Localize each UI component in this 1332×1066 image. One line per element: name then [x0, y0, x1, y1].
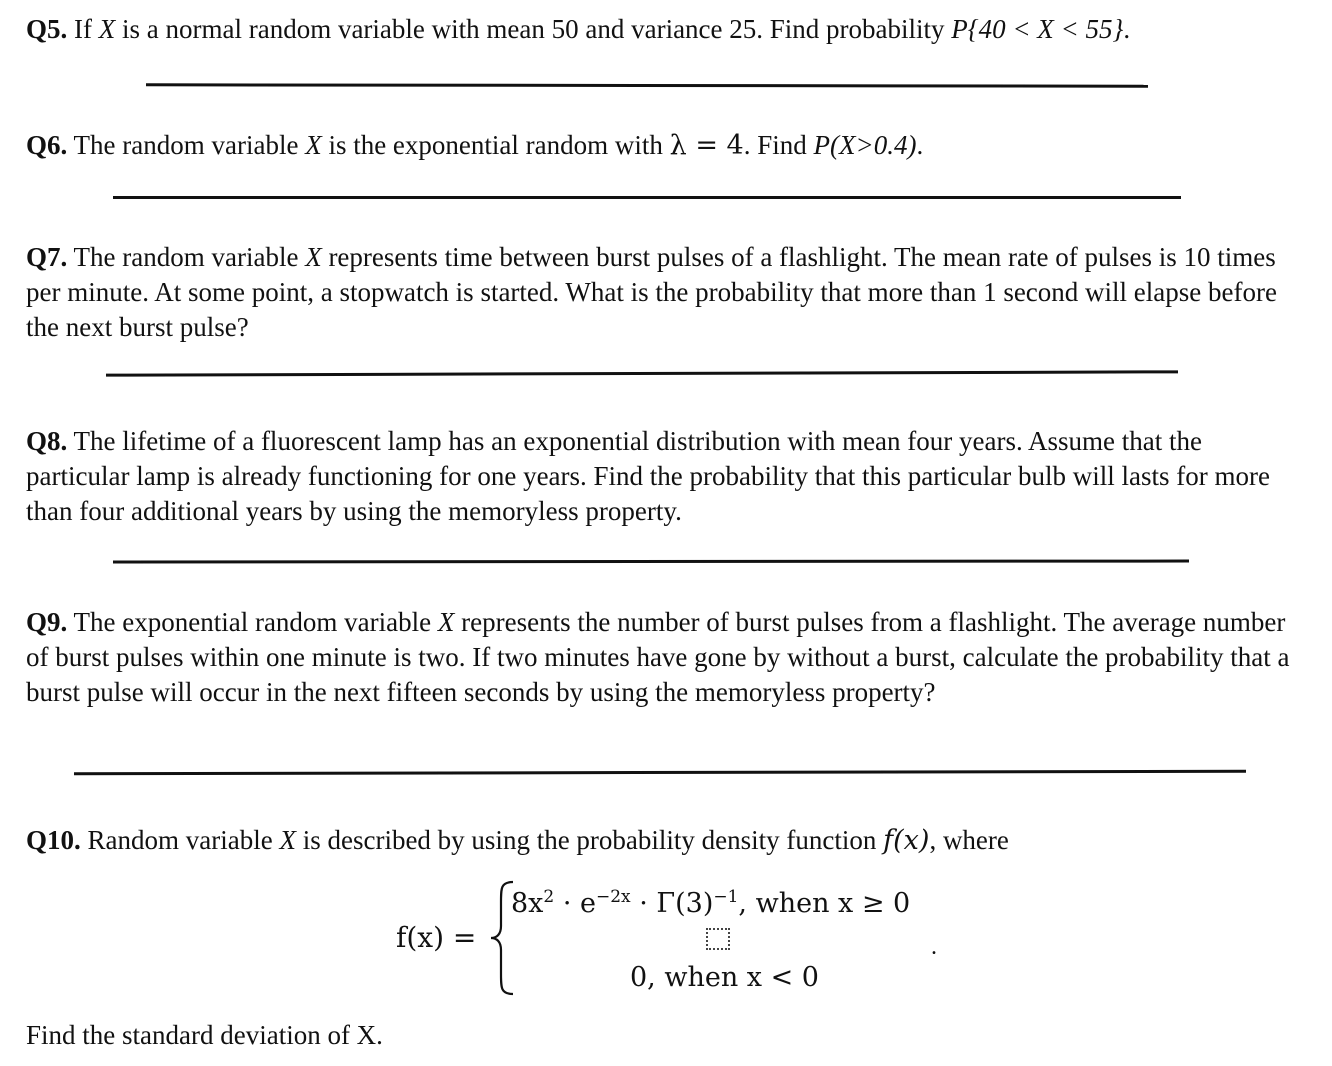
- variable-x: X: [98, 14, 116, 44]
- question-text: The lifetime of a fluorescent lamp has an exponential distribution with mean four years. Assume that the particular lamp is already functioning for one years. Find the probability that this particular bulb will lasts for more than four additional years by using the memoryless property.: [26, 426, 1270, 526]
- question-text: , where: [929, 825, 1009, 855]
- probability-expression: P{40 < X < 55}: [951, 14, 1124, 44]
- question-number: Q5.: [26, 14, 68, 44]
- answer-line: [113, 560, 1189, 564]
- question-number: Q6.: [26, 130, 68, 160]
- question-text: The random variable: [67, 130, 306, 160]
- question-5: [26, 12, 1306, 47]
- question-text: is described by using the probability density function: [295, 825, 884, 855]
- variable-x: X: [305, 242, 322, 272]
- question-text: If: [67, 14, 99, 44]
- lambda-expression: λ = 4: [669, 130, 744, 161]
- case1-exponent: −1: [713, 887, 739, 907]
- question-text: The exponential random variable: [67, 607, 438, 637]
- question-number: Q7.: [26, 242, 68, 272]
- question-text: represents time between burst pulses of a flashlight. The mean rate of pulses is 10 times per minute. At some point, a stopwatch is started. What is the probability that more than 1 second will elapse before the next burst pulse?: [26, 242, 1277, 342]
- trailing-period: .: [931, 934, 937, 960]
- variable-x: X: [437, 607, 455, 637]
- case1-term: · Γ(3): [630, 888, 714, 919]
- variable-x: X: [305, 130, 322, 160]
- question-7: [26, 240, 1306, 345]
- case1-condition: , when x ≥ 0: [738, 888, 911, 919]
- question-text: Random variable: [80, 825, 280, 855]
- probability-expression: P(X>0.4): [813, 130, 917, 160]
- question-9: [26, 605, 1306, 710]
- question-text: is a normal random variable with mean 50 and variance 25. Find probability: [115, 14, 952, 44]
- question-text: .: [916, 130, 924, 160]
- density-function-name: f(x): [883, 825, 930, 856]
- question-number: Q10.: [26, 825, 81, 855]
- answer-line: [113, 196, 1181, 199]
- equation-placeholder-icon: [706, 928, 730, 950]
- case1-term: · e: [554, 888, 596, 919]
- answer-line: [74, 770, 1246, 775]
- question-10-prompt: Find the standard deviation of X.: [26, 1020, 383, 1050]
- question-6: [26, 128, 1306, 163]
- case1-exponent: −2x: [595, 887, 631, 907]
- question-number: Q8.: [26, 426, 68, 456]
- question-text: . Find: [743, 130, 814, 160]
- question-text: The random variable: [67, 242, 306, 272]
- piecewise-lhs: f(x) =: [396, 921, 477, 954]
- piecewise-case-2: 0, when x < 0: [630, 962, 819, 993]
- question-text: is the exponential random with: [321, 130, 670, 160]
- variable-x: X: [279, 825, 296, 855]
- piecewise-case-1: [511, 886, 910, 921]
- answer-line: [146, 83, 1148, 87]
- question-text: .: [1123, 14, 1131, 44]
- answer-line: [106, 370, 1178, 376]
- question-10: [26, 823, 1306, 858]
- case1-term: 8x: [511, 888, 544, 919]
- question-number: Q9.: [26, 607, 68, 637]
- case1-exponent: 2: [543, 887, 555, 907]
- question-text: represents the number of burst pulses from a flashlight. The average number of burst pulses within one minute is two. If two minutes have gone by without a burst, calculate the probability that a burst pulse will occur in the next fifteen seconds by using the memoryless property?: [26, 607, 1290, 707]
- question-8: [26, 424, 1306, 529]
